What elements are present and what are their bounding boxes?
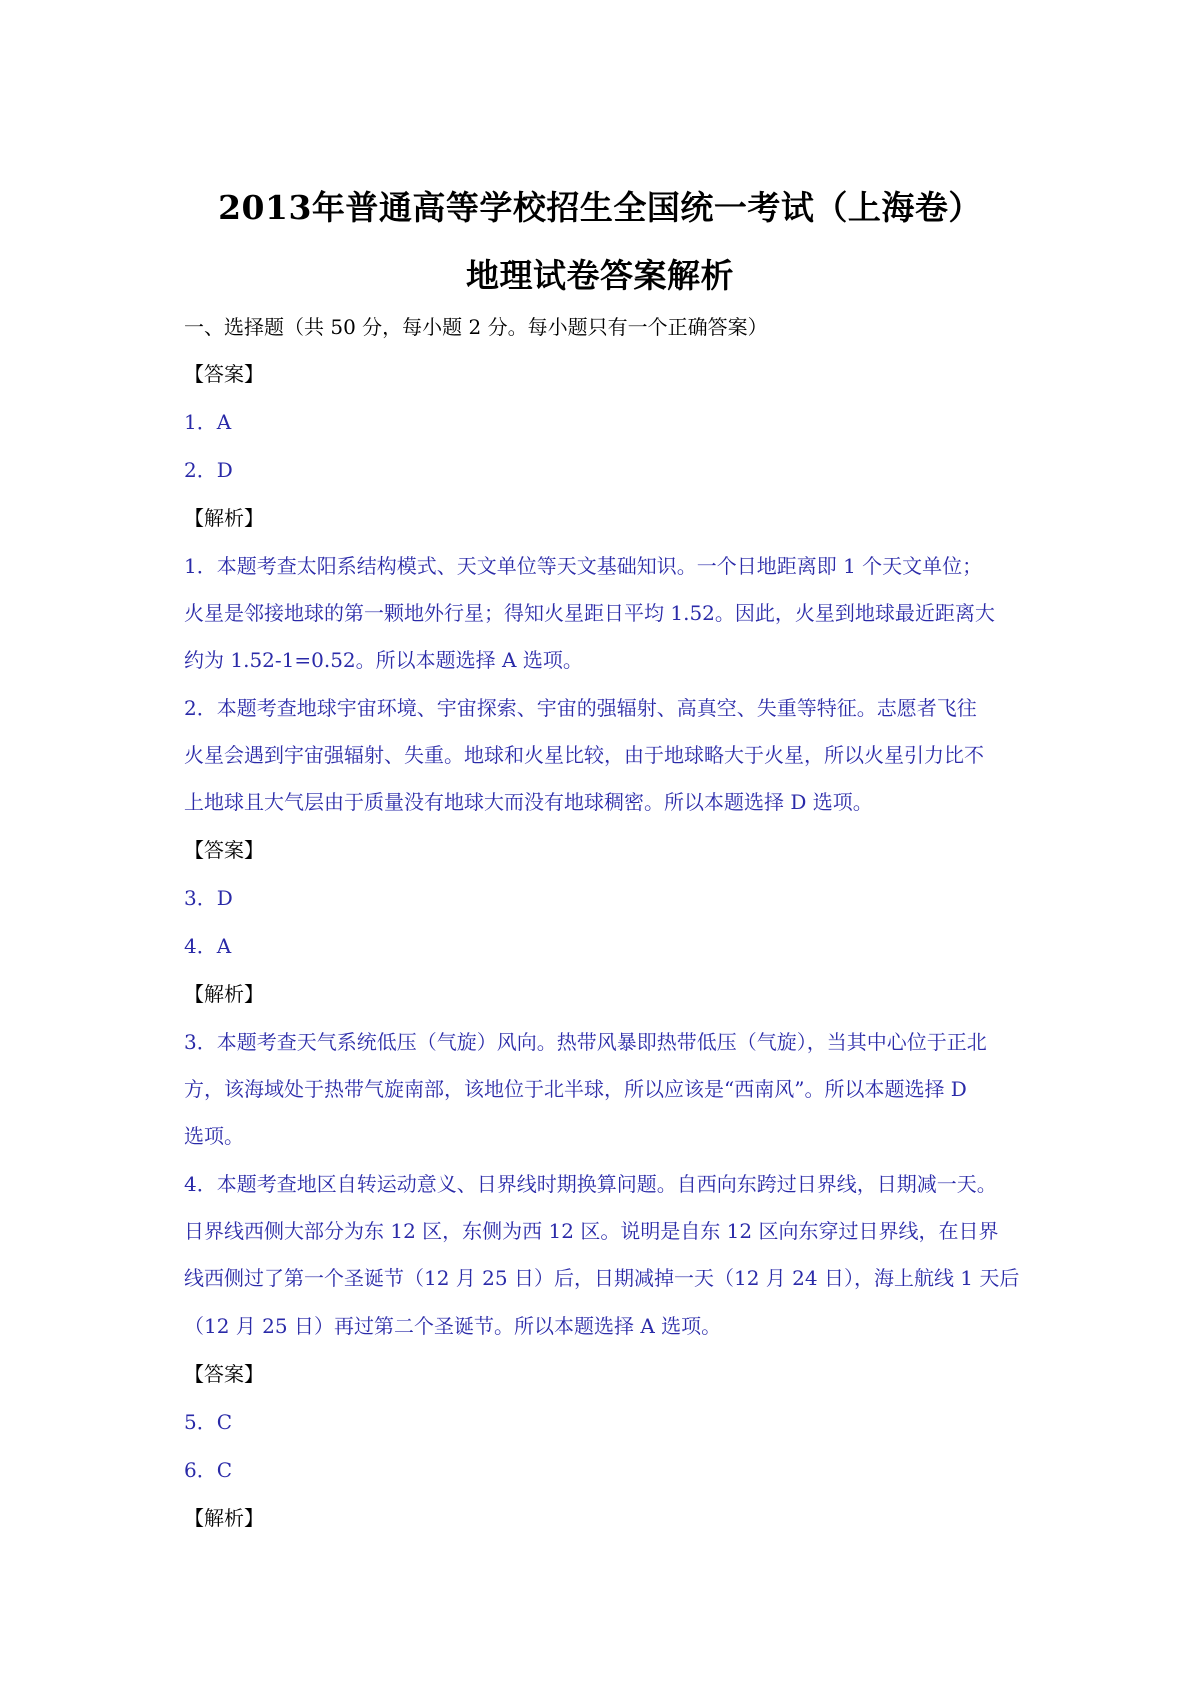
analysis-line: 火星是邻接地球的第一颗地外行星；得知火星距日平均 1.52。因此，火星到地球最近距离大 bbox=[184, 601, 995, 625]
answer-item: 2．D bbox=[184, 458, 233, 482]
answer-item: 6．C bbox=[184, 1458, 233, 1482]
answer-item: 1．A bbox=[184, 410, 232, 434]
answer-label: 【答案】 bbox=[184, 362, 264, 386]
document-title: 2013年普通高等学校招生全国统一考试（上海卷） bbox=[218, 188, 982, 227]
analysis-line: 4．本题考查地区自转运动意义、日界线时期换算问题。自西向东跨过日界线，日期减一天。 bbox=[184, 1172, 997, 1196]
document-subtitle: 地理试卷答案解析 bbox=[466, 256, 734, 295]
analysis-line: 方，该海域处于热带气旋南部，该地位于北半球，所以应该是“西南风”。所以本题选择 D bbox=[184, 1077, 967, 1101]
analysis-label: 【解析】 bbox=[184, 982, 264, 1006]
answer-item: 3．D bbox=[184, 886, 233, 910]
analysis-line: （12 月 25 日）再过第二个圣诞节。所以本题选择 A 选项。 bbox=[184, 1314, 722, 1338]
analysis-line: 线西侧过了第一个圣诞节（12 月 25 日）后，日期减掉一天（12 月 24 日），海上航线 1 天后 bbox=[184, 1266, 1020, 1290]
answer-label: 【答案】 bbox=[184, 838, 264, 862]
analysis-line: 火星会遇到宇宙强辐射、失重。地球和火星比较，由于地球略大于火星，所以火星引力比不 bbox=[184, 743, 984, 767]
analysis-line: 上地球且大气层由于质量没有地球大而没有地球稠密。所以本题选择 D 选项。 bbox=[184, 790, 873, 814]
answer-label: 【答案】 bbox=[184, 1362, 264, 1386]
analysis-label: 【解析】 bbox=[184, 506, 264, 530]
analysis-line: 2．本题考查地球宇宙环境、宇宙探索、宇宙的强辐射、高真空、失重等特征。志愿者飞往 bbox=[184, 696, 977, 720]
analysis-line: 日界线西侧大部分为东 12 区，东侧为西 12 区。说明是自东 12 区向东穿过日界线，在日界 bbox=[184, 1219, 999, 1243]
analysis-line: 1．本题考查太阳系结构模式、天文单位等天文基础知识。一个日地距离即 1 个天文单位； bbox=[184, 554, 983, 578]
analysis-line: 3．本题考查天气系统低压（气旋）风向。热带风暴即热带低压（气旋），当其中心位于正北 bbox=[184, 1030, 987, 1054]
analysis-line: 选项。 bbox=[184, 1124, 244, 1148]
section-heading: 一、选择题（共 50 分，每小题 2 分。每小题只有一个正确答案） bbox=[184, 315, 768, 339]
analysis-line: 约为 1.52-1=0.52。所以本题选择 A 选项。 bbox=[184, 648, 583, 672]
answer-item: 4．A bbox=[184, 934, 232, 958]
answer-item: 5．C bbox=[184, 1410, 233, 1434]
analysis-label: 【解析】 bbox=[184, 1506, 264, 1530]
